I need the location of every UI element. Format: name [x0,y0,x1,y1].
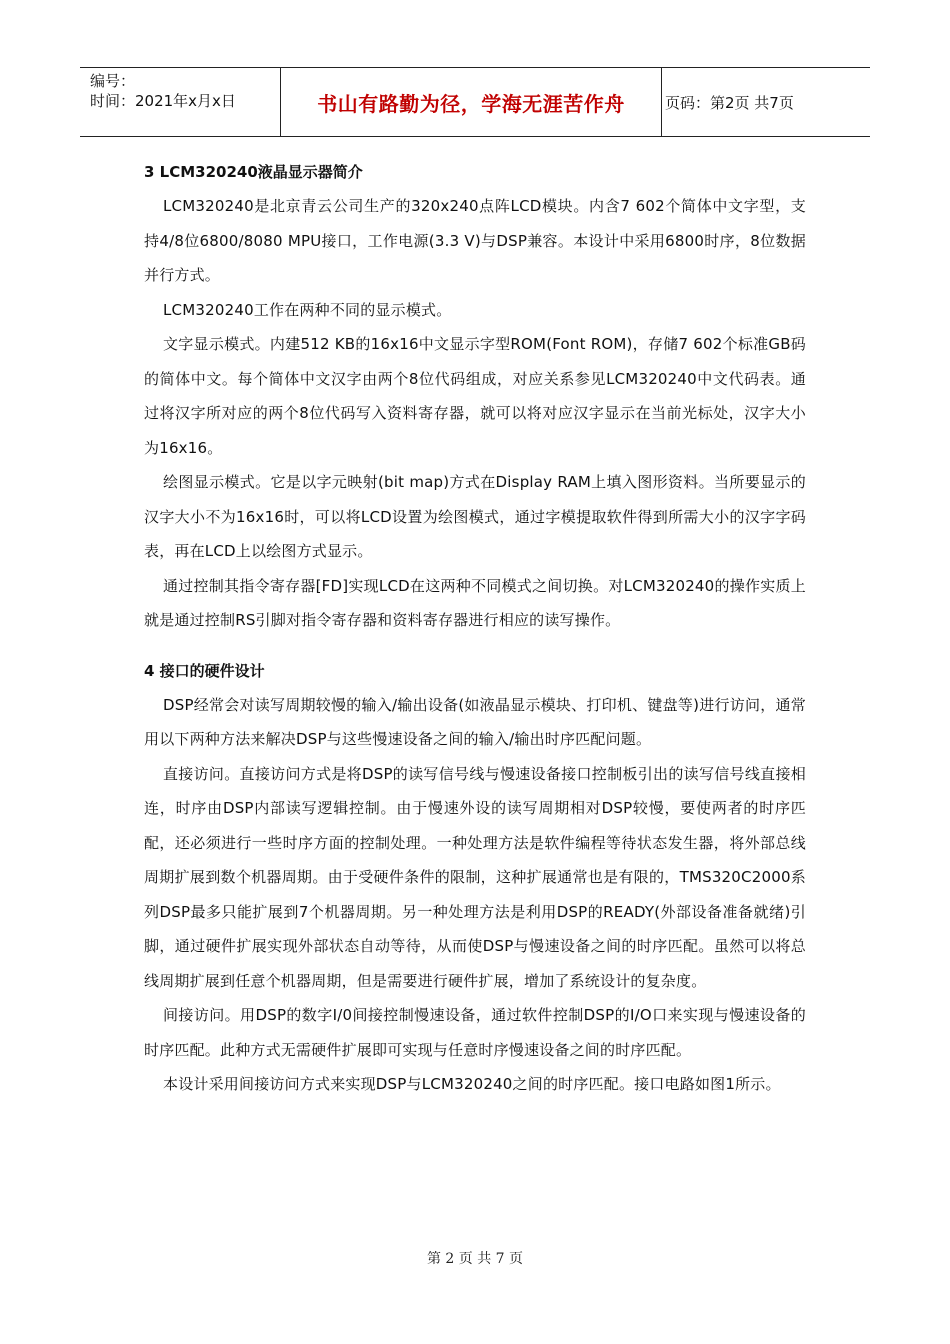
header-motto-cell [281,68,662,136]
document-code: 编号： [90,72,136,90]
page-header [80,67,870,137]
header-page-cell [662,68,870,136]
paragraph: 通过控制其指令寄存器[FD]实现LCD在这两种不同模式之间切换。对LCM320240的操作实质上就是通过控制RS引脚对指令寄存器和资料寄存器进行相应的读写操作。 [144,576,806,629]
paragraph: 绘图显示模式。它是以字元映射(bit map)方式在Display RAM上填入图形资料。当所要显示的汉字大小不为16x16时，可以将LCD设置为绘图模式，通过字模提取软件得到所需大小的汉字字码表，再在LCD上以绘图方式显示。 [144,473,806,560]
section-heading: 4 接口的硬件设计 [144,661,265,680]
paragraph: 本设计采用间接访问方式来实现DSP与LCM320240之间的时序匹配。接口电路如图1所示。 [163,1075,781,1093]
paragraph: LCM320240工作在两种不同的显示模式。 [163,300,452,319]
paragraph: 直接访问。直接访问方式是将DSP的读写信号线与慢速设备接口控制板引出的读写信号线直接相连，时序由DSP内部读写逻辑控制。由于慢速外设的读写周期相对DSP较慢，要使两者的时序匹配，还必须进行一些时序方面的控制处理。一种处理方法是软件编程等待状态发生器，将外部总线周期扩展到数个机器周期。由于受硬件条件的限制，这种扩展通常也是有限的，TMS320C2000系列DSP最多只能扩展到7个机器周期。另一种处理方法是利用DSP的READY(外部设备准备就绪)引脚，通过硬件扩展实现外部状态自动等待，从而使DSP与慢速设备之间的时序匹配。虽然可以将总线周期扩展到任意个机器周期，但是需要进行硬件扩展，增加了系统设计的复杂度。 [144,764,806,990]
document-date: 时间：2021年x月x日 [90,92,236,110]
paragraph: 间接访问。用DSP的数字I/0间接控制慢速设备，通过软件控制DSP的I/O口来实现与慢速设备的时序匹配。此种方式无需硬件扩展即可实现与任意时序慢速设备之间的时序匹配。 [144,1006,806,1059]
paragraph: 文字显示模式。内建512 KB的16x16中文显示字型ROM(Font ROM)，存储7 602个标准GB码的简体中文。每个简体中文汉字由两个8位代码组成，对应关系参见LCM320240中文代码表。通过将汉字所对应的两个8位代码写入资料寄存器，就可以将对应汉字显示在当前光标处，汉字大小为16x16。 [144,335,806,457]
section-heading: 3 LCM320240液晶显示器简介 [144,163,363,181]
document-body [144,155,806,1102]
header-info-cell [80,68,281,136]
page-footer: 第 2 页 共 7 页 [426,1251,524,1267]
paragraph: LCM320240是北京青云公司生产的320x240点阵LCD模块。内含7 602个简体中文字型，支持4/8位6800/8080 MPU接口，工作电源(3.3 V)与DSP兼容。本设计中采用6800时序，8位数据并行方式。 [144,197,806,284]
paragraph: DSP经常会对读写周期较慢的输入/输出设备(如液晶显示模块、打印机、键盘等)进行访问，通常用以下两种方法来解决DSP与这些慢速设备之间的输入/输出时序匹配问题。 [144,695,806,748]
header-motto: 书山有路勤为径，学海无涯苦作舟 [317,91,625,116]
header-page-number: 页码：第2页 共7页 [665,93,794,112]
